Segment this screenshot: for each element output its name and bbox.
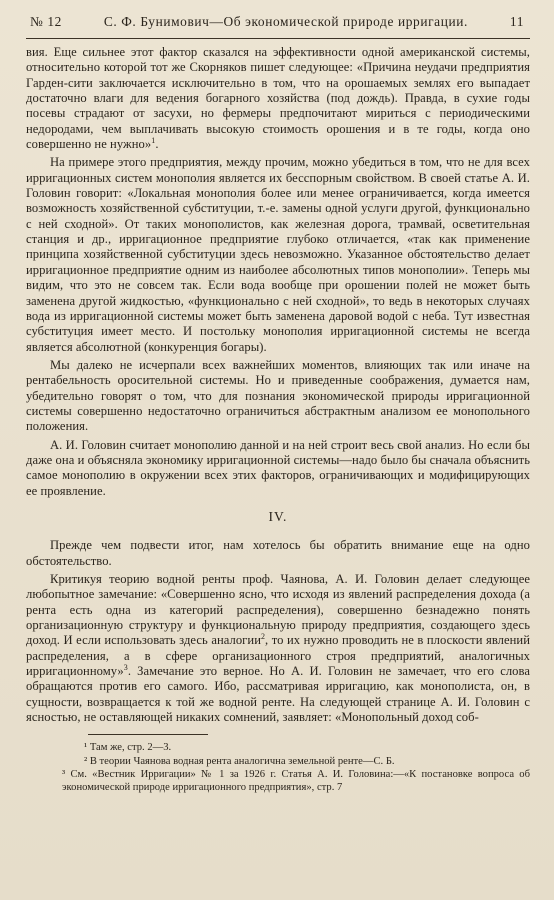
paragraph: Мы далеко не исчерпали всех важнейших моментов, влияющих так или иначе на рентабельность оросительной системы. Но и приведенные соображения, думается нам, убедительно говорят о том, что для познания экономической природы ирригационной системы совершенно недостаточно ограничиться абстрактным анализом ее монопольного положения. [26,357,530,434]
paragraph: На примере этого предприятия, между прочим, можно убедиться в том, что не для всех ирригационных систем монополия является их бесспорным свойством. В своей статье А. И. Головин говорит: «Локальная монополия более или менее ограничивается, когда имеется возможность хозяйственной субституции, т.-е. замены одной услуги другой, функционально с ней сходной». От таких монополистов, как железная дорога, трамвай, осветительная станция и др., ирригационное предприятие глубоко отличается, «так как применение принципа хозяйственной субституции здесь невозможно. Указанное обстоятельство делает ирригационное предприятие одним из наиболее абсолютных типов монополии». Теперь мы видим, что это не совсем так. Если вода вообще при орошении полей не может быть заменена другой жидкостью, «функционально с ней сходной», то ведь в некоторых случаях вода из ирригационной системы может быть заменена даровой водой с неба. Тут известная субституция имеет место. И постольку монополия ирригационной системы не всегда является абсолютной (конкуренция богары). [26,155,530,354]
body-text [26,45,530,725]
footnote-rule [88,734,208,735]
paragraph: вия. Еще сильнее этот фактор сказался на эффективности одной американской системы, относительно которой тот же Скорняков пишет следующее: «Причина неудачи предприятия Гарден-сити заключается исключительно в том, что на орошаемых землях его выпадает достаточно влаги для ведения богарного хозяйства (под дождь). Правда, в сухие годы посевы страдают от засухи, но фермеры предпочитают мириться с периодическими недородами, чем выплачивать высокую стоимость орошения и в те годы, когда оно совершенно не нужно»$^1$. [26,45,530,152]
footnote: ² В теории Чаянова водная рента аналогична земельной ренте—С. Б. [84,755,395,767]
running-head [26,14,530,36]
paragraph: Критикуя теорию водной ренты проф. Чаянова, А. И. Головин делает следующее любопытное замечание: «Совершенно ясно, что исходя из явлений распределения дохода (а рента есть одна из категорий распределения), совершенно безнадежно понять организационную структуру и функциональную природу предприятия, создающего здесь доход. И если использовать здесь аналогии$^2$, то их нужно проводить не в плоскости явлений распределения, а в сфере организационного строя предприятий, аналогичных ирригационному»$^3$. Замечание это верное. Но А. И. Головин не замечает, что его слова обращаются против его самого. Ибо, рассматривая ирригацию, как монополиста, он, в сущности, возвращается к той же водной ренте. На следующей странице А. И. Головин с ясностью, не оставляющей никаких сомнений, заявляет: «Монопольный доход соб- [26,572,530,725]
footnote: ³ См. «Вестник Ирригации» № 1 за 1926 г. Статья А. И. Головина:—«К постановке вопроса об экономической природе ирригационного предприятия», стр. 7 [62,769,530,794]
footnote: ¹ Там же, стр. 2—3. [84,742,172,754]
issue-number: № 12 [30,14,62,29]
running-title: С. Ф. Бунимович—Об экономической природе ирригации. [103,14,468,29]
header-rule [26,38,530,39]
paragraph: Прежде чем подвести итог, нам хотелось бы обратить внимание еще на одно обстоятельство. [26,538,530,568]
paragraph: А. И. Головин считает монополию данной и на ней строит весь свой анализ. Но если бы даже она и объясняла экономику ирригационной системы—надо было бы сначала объяснить самое монополию в окружении всех этих факторов, ограничивающих и модифицирующих ее проявление. [26,437,530,498]
page-number: 11 [509,14,524,29]
section-heading: IV. [268,508,288,524]
footnotes [26,741,530,794]
